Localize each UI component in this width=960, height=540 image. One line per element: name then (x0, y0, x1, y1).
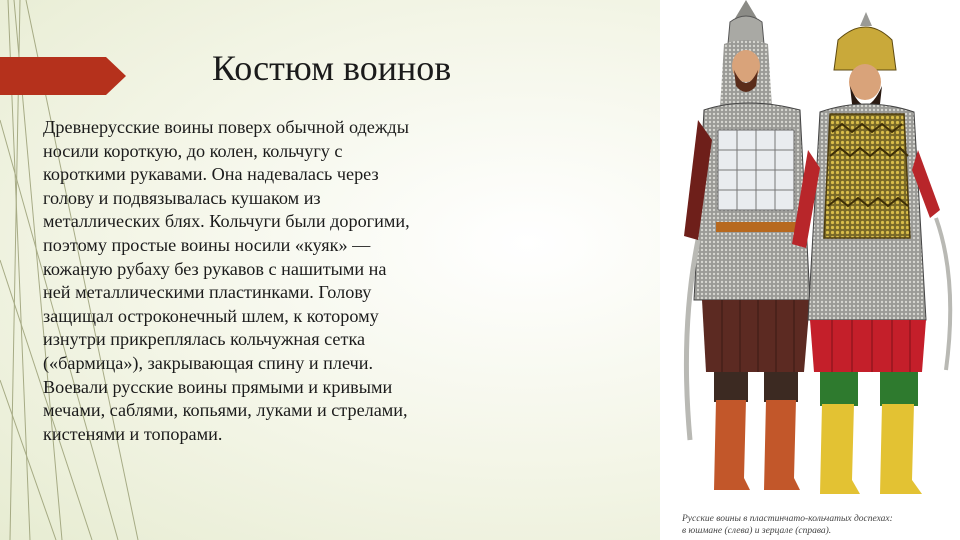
body-text: Древнерусские воины поверх обычной одежды носили короткую, до колен, кольчугу с короткими рукавами. Она надевалась через голову и подвязывалась кушаком из металлических блях. Кольчуги были дорогими, поэтому простые воины носили «куяк» — кожаную рубаху без рукавов с нашитыми на ней металлическими пластинками. Голову защищал остроконечный шлем, к которому изнутри прикреплялась кольчужная сетка («бармица»), закрывающая спину и плечи. Воевали русские воины прямыми и кривыми мечами, саблями, копьями, луками и стрелами, кистенями и топорами. (43, 117, 410, 444)
right-warrior-figure (792, 12, 950, 494)
warriors-illustration (660, 0, 960, 512)
left-warrior-figure (684, 0, 810, 490)
warriors-picture (660, 0, 960, 540)
title-accent-arrow (0, 57, 126, 95)
slide-title: Костюм воинов (212, 48, 452, 88)
picture-caption: Русские воины в пластинчато-кольчатых доспехах: в юшмане (слева) и зерцале (справа). (682, 514, 893, 536)
